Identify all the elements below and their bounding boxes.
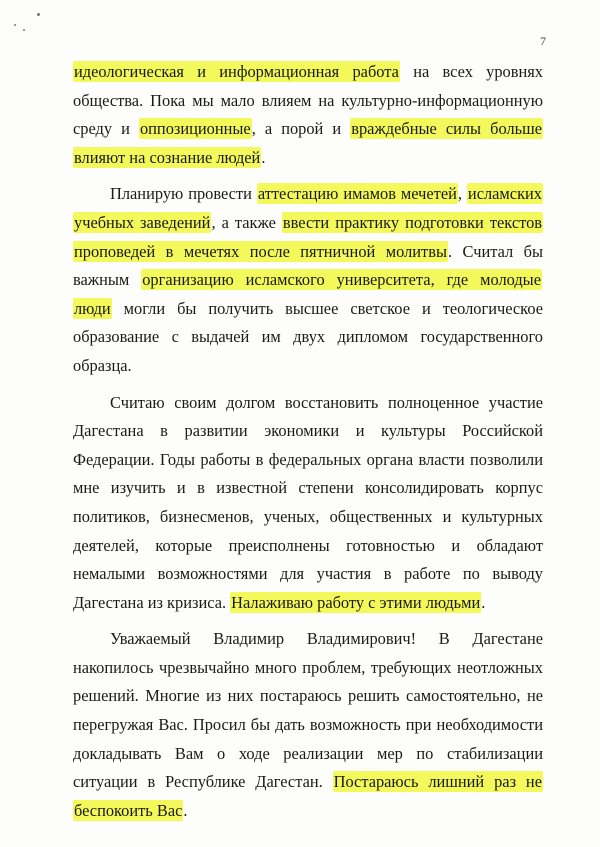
text-segment: . bbox=[261, 147, 266, 167]
highlighted-text: Постараюсь лишний раз не беспокоить Вас bbox=[74, 772, 542, 820]
paragraph bbox=[73, 625, 543, 825]
highlighted-text: ввести практику подготовки текстов проповедей в мечетях после пятничной молитвы bbox=[74, 212, 543, 261]
highlighted-text: организацию исламского университета, где молодые люди bbox=[74, 270, 541, 318]
scan-speck bbox=[14, 24, 16, 26]
highlighted-text: враждебные силы больше влияют на сознание людей bbox=[74, 119, 542, 167]
highlighted-text: оппозиционные bbox=[139, 119, 251, 139]
text-segment: . bbox=[481, 592, 486, 612]
highlighted-text: идеологическая и информационная работа bbox=[74, 62, 399, 81]
scan-speck bbox=[23, 29, 25, 31]
text-segment: на всех уровнях общества. Пока мы мало влияем на культурно-информационную среду и bbox=[73, 62, 543, 139]
highlighted-text: Налаживаю работу с этими людьми bbox=[231, 592, 481, 612]
text-segment: Планирую провести bbox=[110, 184, 257, 204]
page-number: 7 bbox=[540, 34, 546, 48]
text-segment: , а также bbox=[211, 212, 282, 232]
text-segment: . bbox=[183, 800, 188, 820]
highlighted-text: исламских учебных заведений bbox=[74, 184, 542, 232]
scan-speck bbox=[37, 13, 40, 16]
text-segment: могли бы получить высшее светское и теологическое образование с выдачей им двух дипломом государственного образца. bbox=[73, 298, 543, 375]
text-segment: , а порой и bbox=[251, 119, 351, 139]
highlighted-text: аттестацию имамов мечетей bbox=[257, 184, 457, 204]
text-segment: Считаю своим долгом восстановить полноценное участие Дагестана в развитии экономики и культуры Российской Федерации. Годы работы в федеральных органа власти позволили мне изучить и в известной степени консолидировать корпус политиков, бизнесменов, ученых, общественных и культурных деятелей, которые преисполнены готовностью и обладают немалыми возможностями для участия в работе по выводу Дагестана из кризиса. bbox=[73, 392, 543, 612]
paragraph bbox=[73, 180, 543, 380]
text-segment: Уважаемый Владимир Владимирович! В Дагестане накопилось чрезвычайно много проблем, требующих неотложных решений. Многие из них постараюсь решить самостоятельно, не перегружая Вас. Просил бы дать возможность при необходимости докладывать Вам о ходе реализации мер по стабилизации ситуации в Республике Дагестан. bbox=[73, 629, 543, 792]
document-body bbox=[73, 58, 543, 825]
paragraph bbox=[73, 389, 543, 618]
text-segment: . Считал бы важным bbox=[73, 241, 544, 290]
paragraph bbox=[73, 58, 543, 172]
text-segment: , bbox=[457, 184, 467, 204]
